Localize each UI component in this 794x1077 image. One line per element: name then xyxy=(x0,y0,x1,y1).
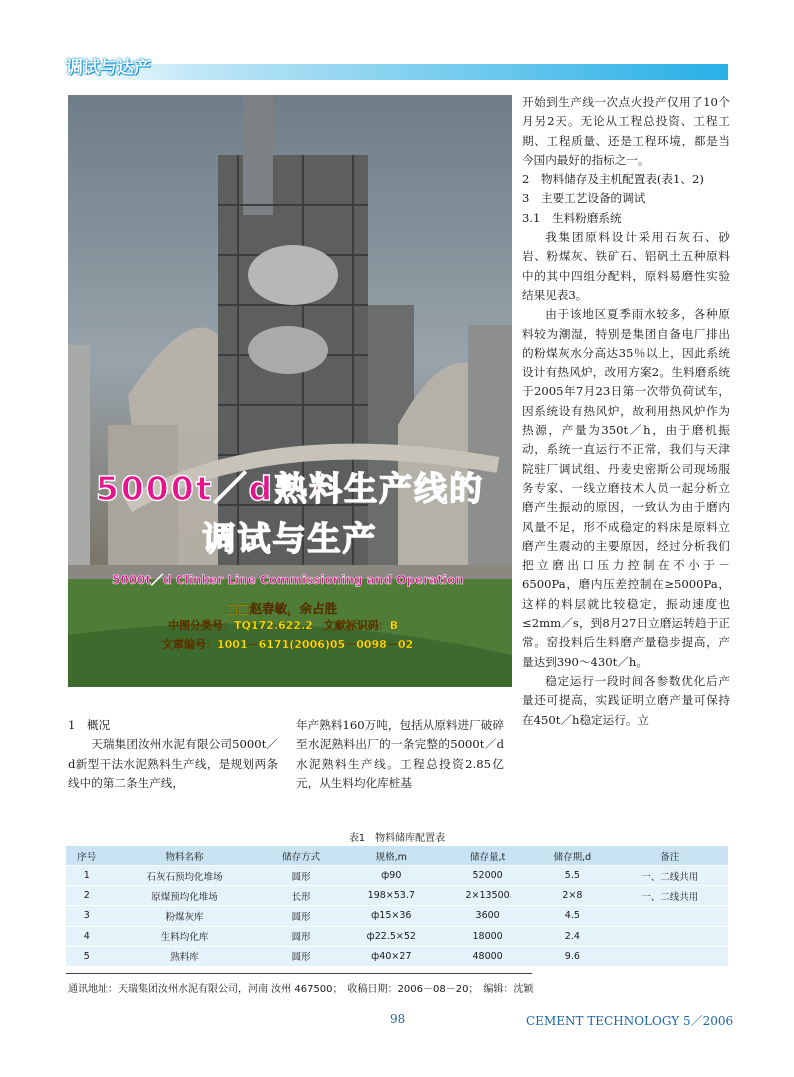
table-row xyxy=(66,866,728,886)
table-cell: 原煤预均化堆场 xyxy=(108,886,262,906)
table-row xyxy=(66,906,728,926)
table-cell: 圆形 xyxy=(262,946,341,966)
table-cell: 一、二线共用 xyxy=(611,886,728,906)
table-cell: 一、二线共用 xyxy=(611,866,728,886)
heading-3-1: 3.1 生料粉磨系统 xyxy=(522,210,622,225)
table-cell: 48000 xyxy=(442,946,533,966)
article-number: 文章编号：1001－6171(2006)05－0098－02 xyxy=(162,638,414,651)
col-header: 备注 xyxy=(611,846,728,866)
heading-3: 3 主要工艺设备的调试 xyxy=(522,191,646,206)
title-line-2: 调试与生产 xyxy=(202,519,378,558)
table-cell: 2.4 xyxy=(533,926,611,946)
table-cell: 圆形 xyxy=(262,866,341,886)
table-cell: 52000 xyxy=(442,866,533,886)
table-cell: 5 xyxy=(66,946,108,966)
col-header: 储存方式 xyxy=(262,846,341,866)
table-cell: ф15×36 xyxy=(341,906,442,926)
table-cell: 3600 xyxy=(442,906,533,926)
overview-column-cont xyxy=(296,716,504,793)
footnote: 通讯地址：天瑞集团汝州水泥有限公司，河南 汝州 467500； 收稿日期：2006－08－20； 编辑：沈颖 xyxy=(68,984,534,995)
col-header: 储存量,t xyxy=(442,846,533,866)
table-row xyxy=(66,886,728,906)
table-cell: ф22.5×52 xyxy=(341,926,442,946)
table-cell: 圆形 xyxy=(262,926,341,946)
table-cell: 4 xyxy=(66,926,108,946)
table-cell: 石灰石预均化堆场 xyxy=(108,866,262,886)
table-cell: 198×53.7 xyxy=(341,886,442,906)
col-header: 储存期,d xyxy=(533,846,611,866)
journal-name: CEMENT TECHNOLOGY 5／2006 xyxy=(526,1014,734,1028)
table-cell: 1 xyxy=(66,866,108,886)
table-cell xyxy=(611,926,728,946)
paragraph-overview-cont: 年产熟料160万吨，包括从原料进厂破碎至水泥熟料出厂的一条完整的5000t／d水泥熟料生产线。工程总投资2.85亿元，从生料均化库桩基 xyxy=(296,718,504,790)
table-cell: 18000 xyxy=(442,926,533,946)
storage-table xyxy=(66,846,728,967)
classification-code: 中图分类号：TQ172.622.2 文献标识码：B xyxy=(168,619,399,632)
table-row xyxy=(66,946,728,966)
section-label: 调试与达产 xyxy=(66,58,151,78)
table-cell: 5.5 xyxy=(533,866,611,886)
right-column xyxy=(522,93,730,730)
paragraph-raw-materials: 我集团原料设计采用石灰石、砂岩、粉煤灰、铁矿石、铝矾土五种原料中的其中四组分配料，原料易磨性实验结果见表3。 xyxy=(522,230,730,302)
page-number: 98 xyxy=(390,1012,406,1026)
table-cell: ф90 xyxy=(341,866,442,886)
heading-1: 1 概况 xyxy=(68,718,111,732)
table-header-row xyxy=(66,846,728,866)
authors: □□赵春敏，余占胜 xyxy=(226,601,338,616)
table-cell: 圆形 xyxy=(262,906,341,926)
col-header: 序号 xyxy=(66,846,108,866)
table-cell: 粉煤灰库 xyxy=(108,906,262,926)
paragraph-intro-cont: 开始到生产线一次点火投产仅用了10个月另2天。无论从工程总投资、工程工期、工程质量、还是工程环境，都是当今国内最好的指标之一。 xyxy=(522,95,730,167)
paragraph-mill-commissioning: 由于该地区夏季雨水较多，各种原料较为潮湿，特别是集团自备电厂排出的粉煤灰水分高达35％以上，因此系统设计有热风炉，改用方案2。生料磨系统于2005年7月23日第一次带负荷试车，因系统设有热风炉，故利用热风炉作为热源，产量为350t／h，由于磨机振动，系统一直运行不正常，我们与天津院驻厂调试组、丹麦史密斯公司现场服务专家、一线立磨技术人员一起分析立磨产生振动的原因，一致认为由于磨内风量不足，形不成稳定的料床是原料立磨产生震动的主要原因，经过分析我们把立磨出口压力控制在不小于－6500Pa，磨内压差控制在≥5000Pa，这样的料层就比较稳定，振动速度也≤2mm／s，到8月27日立磨运转趋于正常。窑投料后生料磨产量稳步提高，产量达到390～430t／h。 xyxy=(522,307,730,669)
table-caption: 表1 物料储库配置表 xyxy=(348,833,446,844)
table-cell: 9.6 xyxy=(533,946,611,966)
paragraph-mill-output: 稳定运行一段时间各参数优化后产量还可提高，实践证明立磨产量可保持在450t／h稳定运行。立 xyxy=(522,673,730,727)
heading-2: 2 物料储存及主机配置表(表1、2) xyxy=(522,172,704,187)
table-cell: 长形 xyxy=(262,886,341,906)
table-cell: ф40×27 xyxy=(341,946,442,966)
header-band xyxy=(66,64,728,80)
col-header: 规格,m xyxy=(341,846,442,866)
table-cell: 4.5 xyxy=(533,906,611,926)
table-cell: 生料均化库 xyxy=(108,926,262,946)
table-cell: 2×13500 xyxy=(442,886,533,906)
english-title: 5000t／d Clinker Line Commissioning and Operation xyxy=(112,573,464,587)
table-cell: 3 xyxy=(66,906,108,926)
title-line-1: 5000t／d熟料生产线的 xyxy=(95,469,485,508)
footnote-rule xyxy=(66,973,532,974)
table-cell xyxy=(611,946,728,966)
paragraph-overview: 天瑞集团汝州水泥有限公司5000t／d新型干法水泥熟料生产线，是规划两条线中的第二条生产线， xyxy=(68,737,278,790)
col-header: 物料名称 xyxy=(108,846,262,866)
table-row xyxy=(66,926,728,946)
table-cell: 2×8 xyxy=(533,886,611,906)
table-cell xyxy=(611,906,728,926)
table-cell: 熟料库 xyxy=(108,946,262,966)
overview-column xyxy=(68,716,278,793)
cover-photo xyxy=(68,95,512,687)
table-cell: 2 xyxy=(66,886,108,906)
